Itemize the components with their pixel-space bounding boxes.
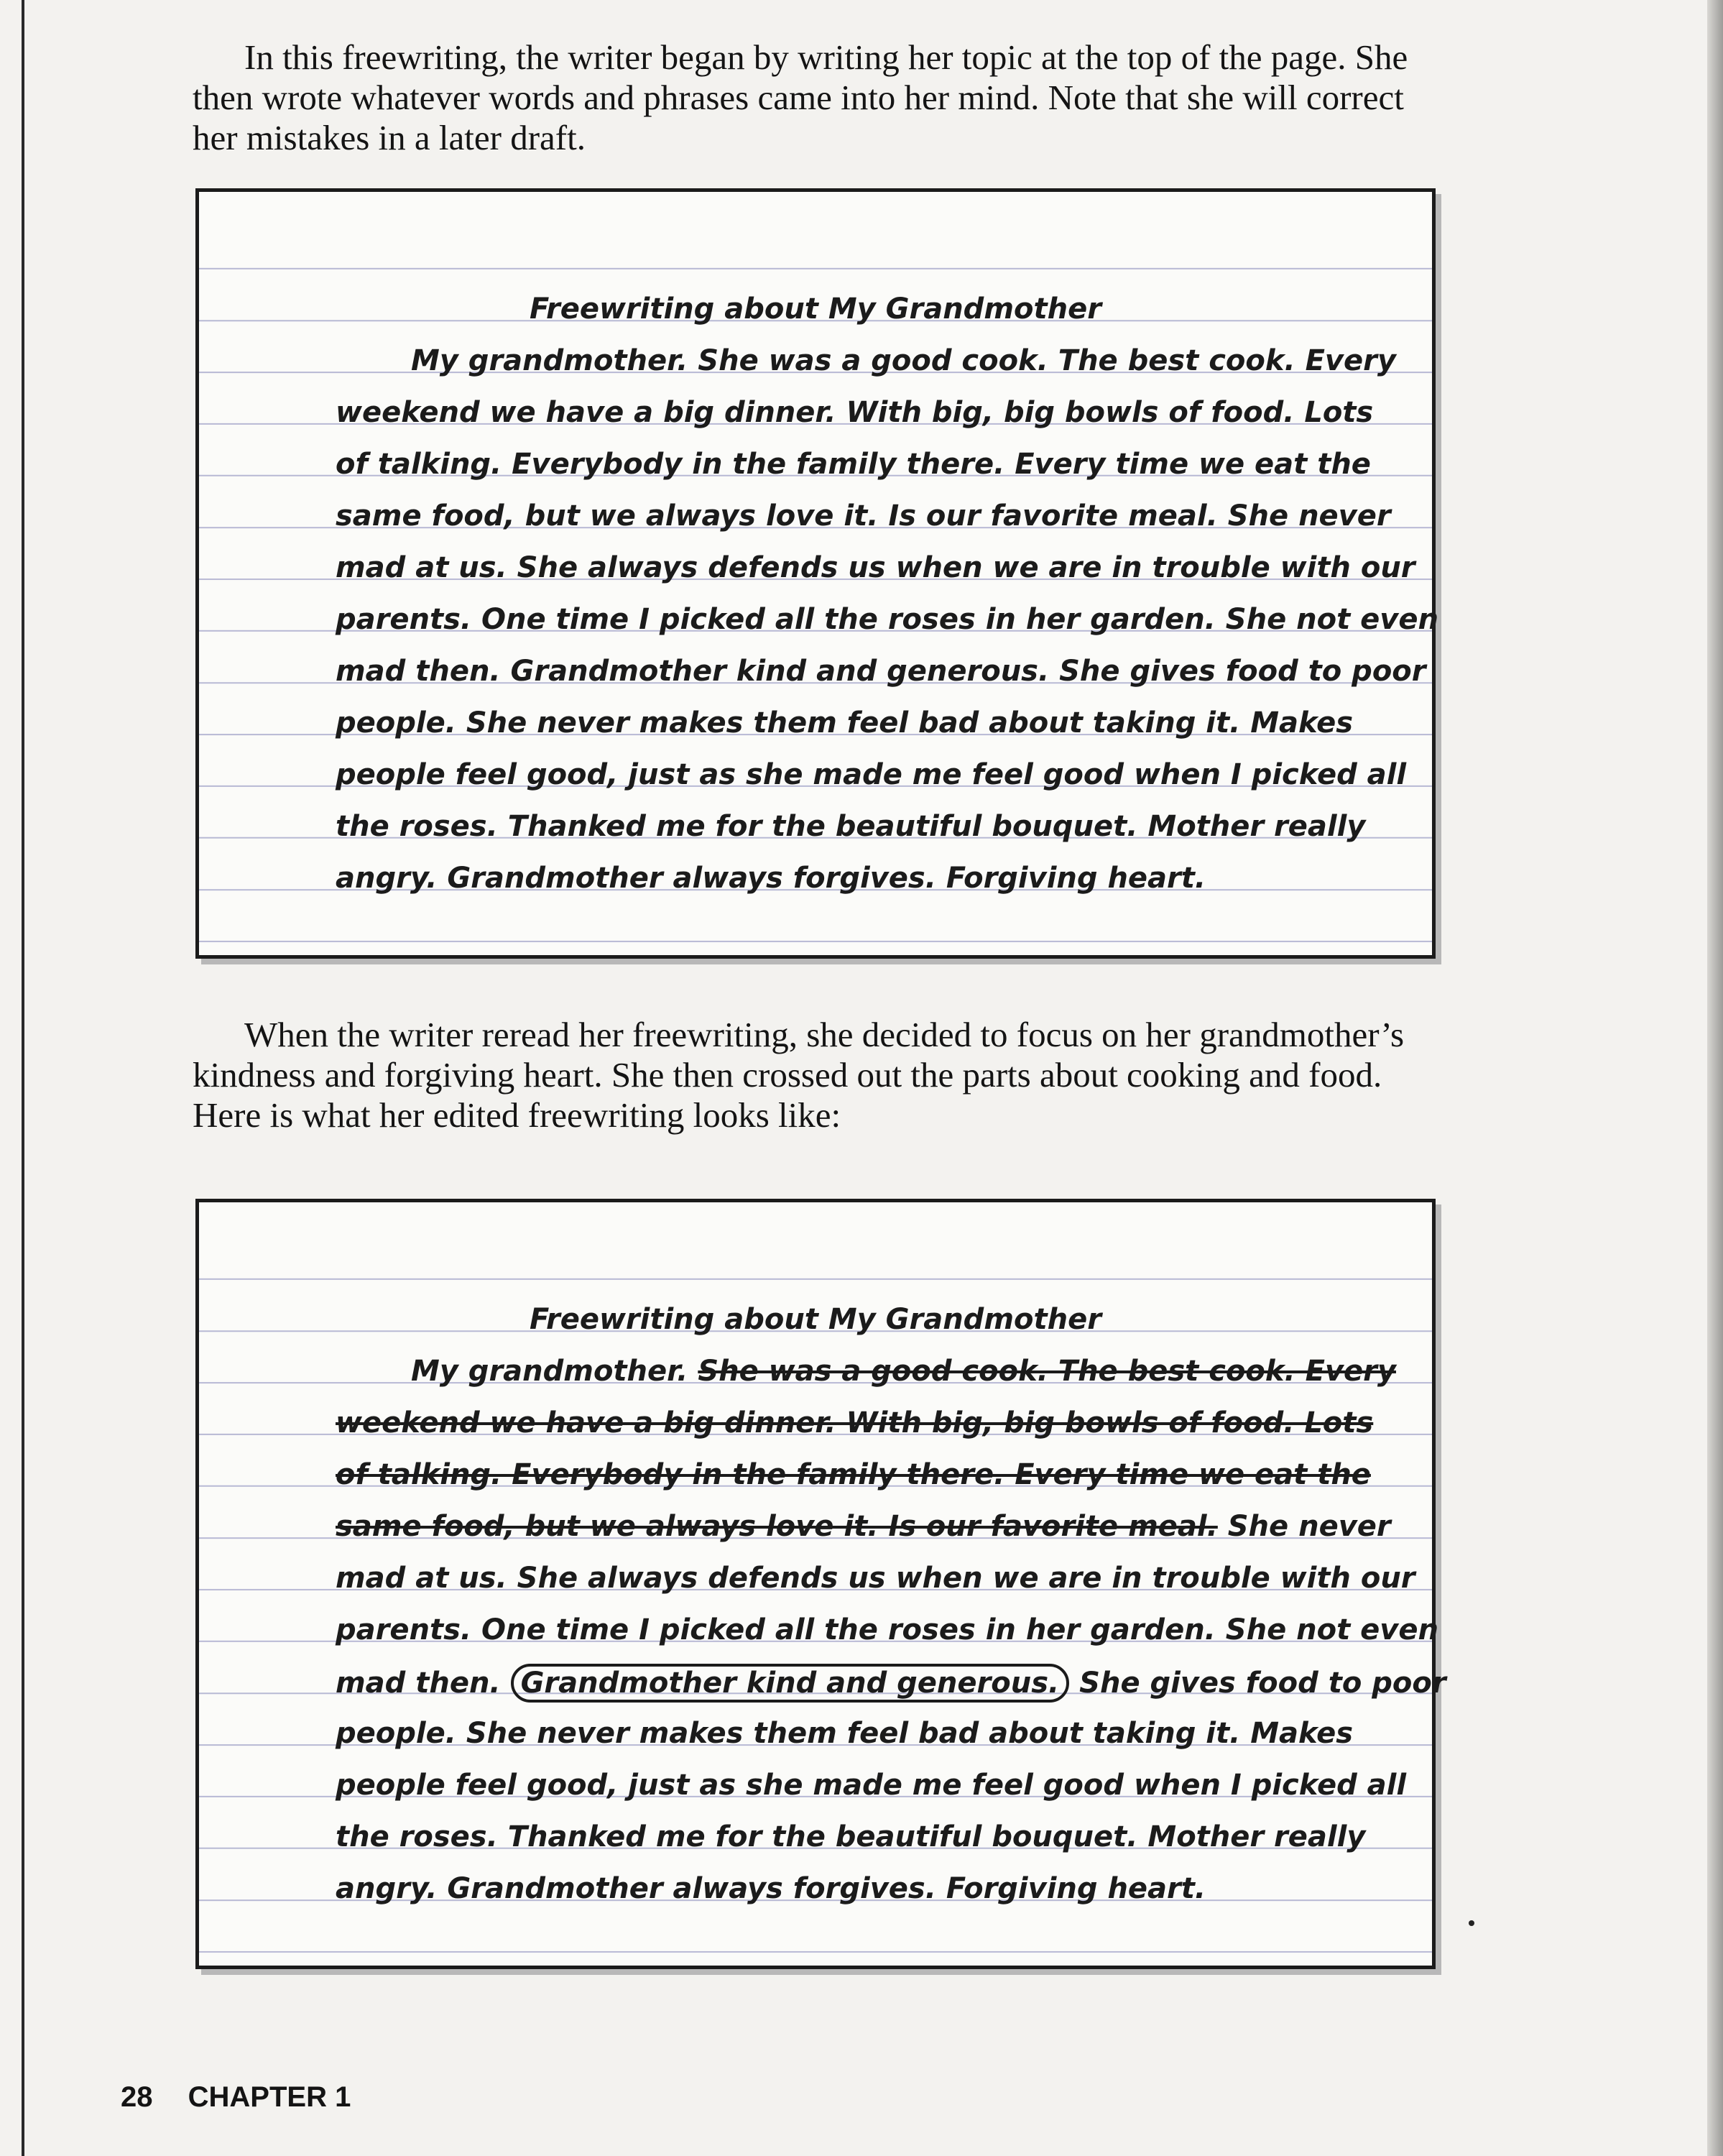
freewriting-line: parents. One time I picked all the roses in her garden. She not even bbox=[336, 603, 1438, 636]
freewriting-line: mad at us. She always defends us when we are in trouble with our bbox=[336, 551, 1415, 584]
page-edge-shadow bbox=[1707, 0, 1723, 2156]
kept-text: My grandmother. bbox=[411, 1355, 688, 1388]
freewriting-line: parents. One time I picked all the roses in her garden. She not even bbox=[336, 1613, 1438, 1646]
freewriting-line: mad then. Grandmother kind and generous. She gives food to poor bbox=[336, 655, 1426, 688]
kept-text: mad then. bbox=[336, 1667, 501, 1700]
freewriting-line: the roses. Thanked me for the beautiful bouquet. Mother really bbox=[336, 1820, 1366, 1853]
freewriting-line: people. She never makes them feel bad about taking it. Makes bbox=[336, 706, 1354, 740]
kept-text: She gives food to poor bbox=[1079, 1667, 1446, 1700]
page-footer bbox=[121, 2081, 351, 2114]
freewriting-line bbox=[411, 1353, 1396, 1389]
chapter-label: CHAPTER 1 bbox=[188, 2081, 351, 2113]
freewriting-line bbox=[336, 1664, 1446, 1700]
crossed-out-text: of talking. Everybody in the family there. Every time we eat the bbox=[336, 1458, 1371, 1491]
freewriting-line: the roses. Thanked me for the beautiful bouquet. Mother really bbox=[336, 810, 1366, 843]
page-left-rule bbox=[22, 0, 24, 2156]
page-number: 28 bbox=[121, 2081, 153, 2113]
freewriting-title: Freewriting about My Grandmother bbox=[530, 292, 1101, 326]
intro-paragraph-2: When the writer reread her freewriting, she decided to focus on her grandmother’s kindness and forgiving heart. She then crossed out the parts about cooking and food. Here is what her edited freewriting looks like: bbox=[193, 1015, 1405, 1135]
stray-dot bbox=[1469, 1920, 1474, 1926]
freewriting-line: weekend we have a big dinner. With big, big bowls of food. Lots bbox=[336, 396, 1374, 429]
crossed-out-text: weekend we have a big dinner. With big, big bowls of food. Lots bbox=[336, 1406, 1374, 1439]
freewriting-line: mad at us. She always defends us when we are in trouble with our bbox=[336, 1562, 1415, 1595]
crossed-out-text: same food, but we always love it. Is our favorite meal. bbox=[336, 1510, 1218, 1543]
freewriting-line: of talking. Everybody in the family there. Every time we eat the bbox=[336, 448, 1371, 481]
freewriting-line bbox=[336, 1405, 1373, 1441]
freewriting-box-original bbox=[195, 188, 1436, 959]
intro-paragraph-1: In this freewriting, the writer began by writing her topic at the top of the page. She then wrote whatever words and phrases came into her mind. Note that she will correct her mistakes in a later draft. bbox=[193, 37, 1408, 157]
freewriting-box-edited bbox=[195, 1199, 1446, 1969]
freewriting-line: people. She never makes them feel bad about taking it. Makes bbox=[336, 1717, 1354, 1750]
crossed-out-text: She was a good cook. The best cook. Every bbox=[698, 1355, 1396, 1388]
freewriting-title: Freewriting about My Grandmother bbox=[530, 1303, 1101, 1336]
freewriting-line bbox=[336, 1457, 1371, 1493]
freewriting-line: people feel good, just as she made me feel good when I picked all bbox=[336, 758, 1407, 791]
circled-text: Grandmother kind and generous. bbox=[511, 1664, 1070, 1703]
freewriting-line: My grandmother. She was a good cook. The best cook. Every bbox=[411, 344, 1396, 377]
freewriting-line: angry. Grandmother always forgives. Forgiving heart. bbox=[336, 1872, 1206, 1905]
freewriting-line bbox=[336, 1508, 1391, 1544]
kept-text: She never bbox=[1227, 1510, 1391, 1543]
freewriting-line: angry. Grandmother always forgives. Forgiving heart. bbox=[336, 862, 1206, 895]
freewriting-line: people feel good, just as she made me feel good when I picked all bbox=[336, 1769, 1407, 1802]
freewriting-line: same food, but we always love it. Is our favorite meal. She never bbox=[336, 499, 1391, 533]
